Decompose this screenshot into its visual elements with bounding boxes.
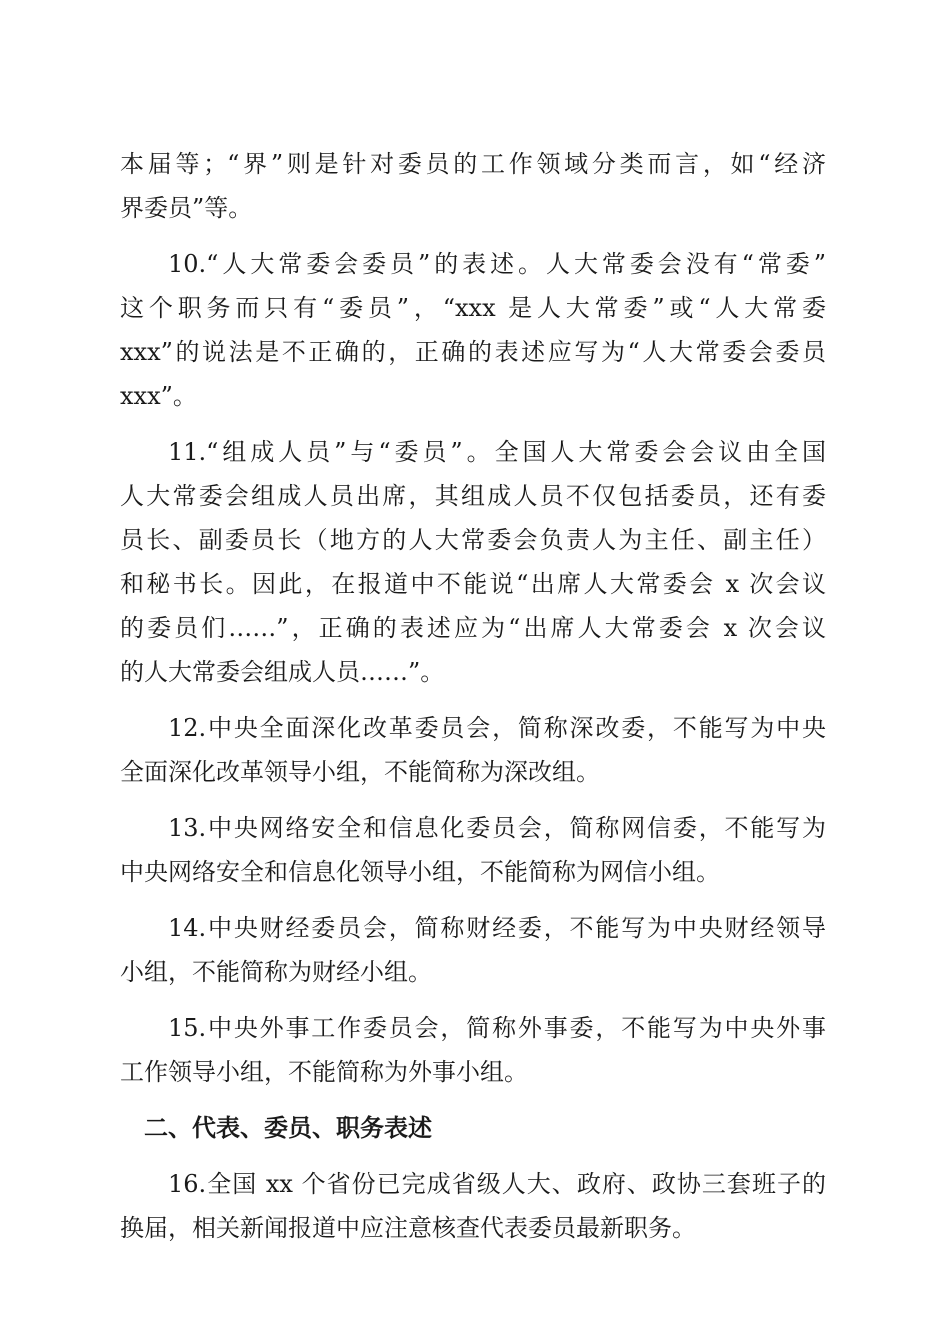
text-line: 14.中央财经委员会，简称财经委，不能写为中央财经领导 <box>168 914 826 942</box>
text-line: 工作领导小组，不能简称为外事小组。 <box>120 1058 528 1086</box>
text-line: 12.中央全面深化改革委员会，简称深改委，不能写为中央 <box>168 714 826 742</box>
paragraph-10 <box>120 242 826 418</box>
paragraph-intro <box>120 142 826 230</box>
paragraph-11 <box>120 430 826 694</box>
paragraph-14 <box>120 906 826 994</box>
text-line: 的人大常委会组成人员……”。 <box>120 658 445 686</box>
text-line: 人大常委会组成人员出席，其组成人员不仅包括委员，还有委 <box>120 482 826 510</box>
text-line: 全面深化改革领导小组，不能简称为深改组。 <box>120 758 600 786</box>
paragraph-13 <box>120 806 826 894</box>
text-line: 15.中央外事工作委员会，简称外事委，不能写为中央外事 <box>168 1014 826 1042</box>
document-page <box>120 142 826 1250</box>
paragraph-12 <box>120 706 826 794</box>
section-heading: 二、代表、委员、职务表述 <box>144 1114 432 1142</box>
text-line: 11.“组成人员”与“委员”。全国人大常委会会议由全国 <box>168 438 826 466</box>
text-line: xxx”。 <box>120 382 197 410</box>
text-line: 中央网络安全和信息化领导小组，不能简称为网信小组。 <box>120 858 720 886</box>
text-line: 13.中央网络安全和信息化委员会，简称网信委，不能写为 <box>168 814 826 842</box>
text-line: 换届，相关新闻报道中应注意核查代表委员最新职务。 <box>120 1214 696 1242</box>
text-line: 16.全国 xx 个省份已完成省级人大、政府、政协三套班子的 <box>168 1170 826 1198</box>
text-line: 界委员”等。 <box>120 194 253 222</box>
text-line: 这个职务而只有“委员”，“xxx 是人大常委”或“人大常委 <box>120 294 826 322</box>
text-line: 和秘书长。因此，在报道中不能说“出席人大常委会 x 次会议 <box>120 570 826 598</box>
text-line: 本届等；“界”则是针对委员的工作领域分类而言，如“经济 <box>120 150 826 178</box>
paragraph-16 <box>120 1162 826 1250</box>
text-line: 小组，不能简称为财经小组。 <box>120 958 432 986</box>
text-line: 10.“人大常委会委员”的表述。人大常委会没有“常委” <box>168 250 826 278</box>
text-line: 员长、副委员长（地方的人大常委会负责人为主任、副主任） <box>120 526 826 554</box>
text-line: xxx”的说法是不正确的，正确的表述应写为“人大常委会委员 <box>120 338 826 366</box>
paragraph-15 <box>120 1006 826 1094</box>
text-line: 的委员们……”，正确的表述应为“出席人大常委会 x 次会议 <box>120 614 826 642</box>
